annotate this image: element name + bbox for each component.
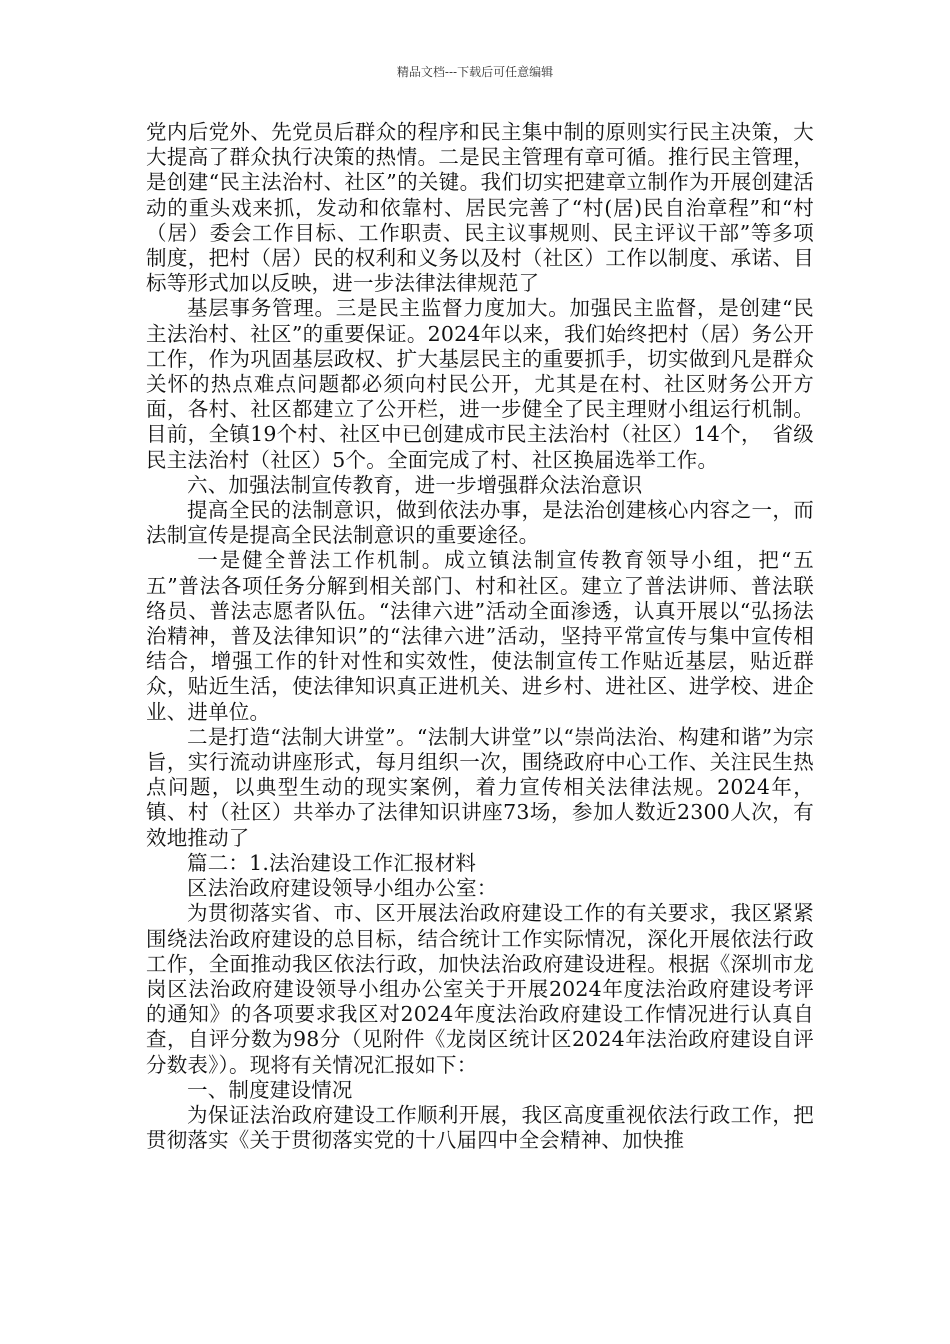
section-title-part2: 篇二：1.法治建设工作汇报材料 [187, 850, 477, 875]
section-heading-1: 一、制度建设情况 [187, 1077, 353, 1102]
paragraph-3: 提高全民的法制意识，做到依法办事，是法治创建核心内容之一，而法制宣传是提高全民法制意识的重要途径。 [146, 498, 814, 548]
section-heading-6: 六、加强法制宣传教育，进一步增强群众法治意识 [187, 472, 643, 497]
paragraph-1: 党内后党外、先党员后群众的程序和民主集中制的原则实行民主决策，大大提高了群众执行决策的热情。二是民主管理有章可循。推行民主管理，是创建“民主法治村、社区”的关键。我们切实把建章立制作为开展创建活动的重头戏来抓，发动和依靠村、居民完善了“村(居)民自治章程”和“村（居）委会工作目标、工作职责、民主议事规则、民主评议干部”等多项制度，把村（居）民的权利和义务以及村（社区）工作以制度、承诺、目标等形式加以反映，进一步法律法律规范了 [146, 120, 814, 296]
paragraph-2: 基层事务管理。三是民主监督力度加大。加强民主监督，是创建“民主法治村、社区”的重要保证。2024年以来，我们始终把村（居）务公开工作，作为巩固基层政权、扩大基层民主的重要抓手，切实做到凡是群众关怀的热点难点问题都必须向村民公开，尤其是在村、社区财务公开方面，各村、社区都建立了公开栏，进一步健全了民主理财小组运行机制。目前，全镇19个村、社区中已创建成市民主法治村（社区）14个， 省级民主法治村（社区）5个。全面完成了村、社区换届选举工作。 [146, 296, 814, 472]
paragraph-7: 为保证法治政府建设工作顺利开展，我区高度重视依法行政工作，把贯彻落实《关于贯彻落实党的十八届四中全会精神、加快推 [146, 1102, 814, 1153]
page-header: 精品文档---下载后可任意编辑 [396, 65, 554, 79]
document-body [146, 120, 814, 1153]
paragraph-5: 二是打造“法制大讲堂”。“法制大讲堂”以“崇尚法治、构建和谐”为宗旨，实行流动讲座形式，每月组织一次，围绕政府中心工作、关注民生热点问题，以典型生动的现实案例，着力宣传相关法律法规。2024年，镇、村（社区）共举办了法律知识讲座73场，参加人数近2300人次，有效地推动了 [146, 724, 814, 850]
paragraph-4: 一是健全普法工作机制。成立镇法制宣传教育领导小组，把“五五”普法各项任务分解到相关部门、村和社区。建立了普法讲师、普法联络员、普法志愿者队伍。“法律六进”活动全面渗透，认真开展以“弘扬法治精神，普及法律知识”的“法律六进”活动，坚持平常宣传与集中宣传相结合，增强工作的针对性和实效性，使法制宣传工作贴近基层，贴近群众，贴近生活，使法律知识真正进机关、进乡村、进社区、进学校、进企业、进单位。 [146, 548, 814, 724]
paragraph-6: 为贯彻落实省、市、区开展法治政府建设工作的有关要求，我区紧紧围绕法治政府建设的总目标，结合统计工作实际情况，深化开展依法行政工作，全面推动我区依法行政，加快法治政府建设进程。根据《深圳市龙岗区法治政府建设领导小组办公室关于开展2024年度法治政府建设考评的通知》的各项要求我区对2024年度法治政府建设工作情况进行认真自查，自评分数为98分（见附件《龙岗区统计区2024年法治政府建设自评分数表》）。现将有关情况汇报如下： [146, 901, 814, 1077]
addressee-line: 区法治政府建设领导小组办公室： [187, 876, 498, 901]
